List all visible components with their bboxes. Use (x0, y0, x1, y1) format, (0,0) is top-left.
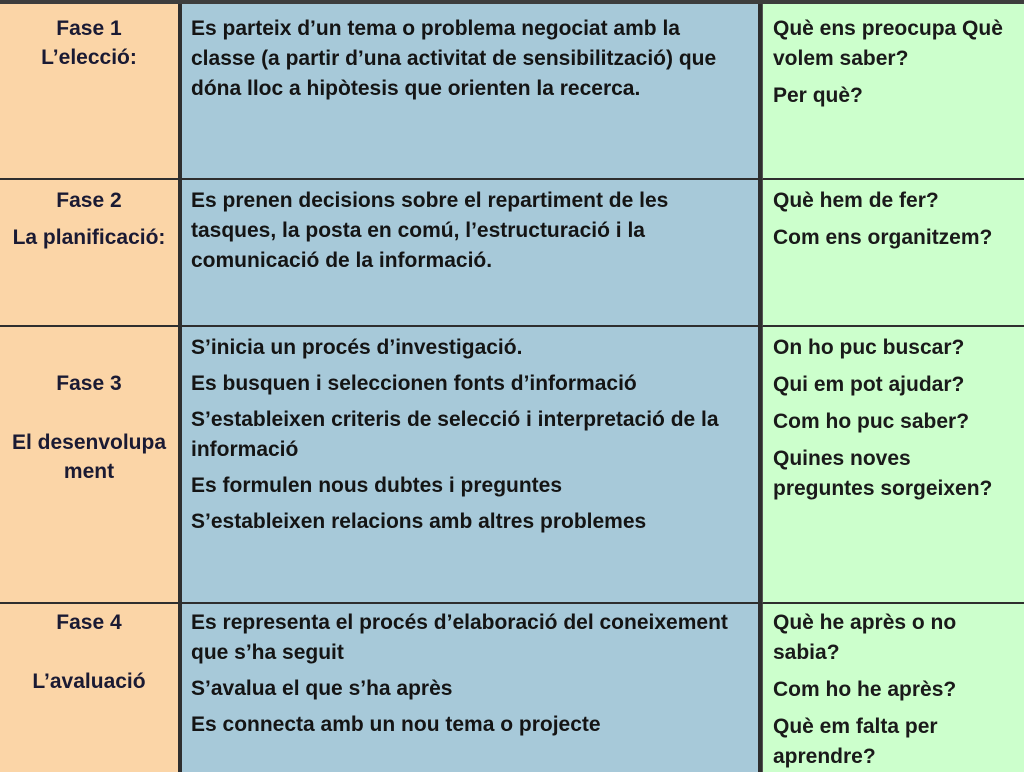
questions-cell-2 (762, 180, 1024, 327)
description-text: Es busquen i seleccionen fonts d’informació (191, 372, 637, 395)
question-text: Què em falta per aprendre? (773, 715, 938, 768)
question-text: Què he après o no sabia? (773, 611, 957, 664)
phase-title: Fase 1 (56, 17, 122, 40)
question-text: Què ens preocupa Què volem saber? (773, 17, 1003, 70)
description-text: Es connecta amb un nou tema o projecte (191, 713, 601, 736)
phase-cell-2 (0, 180, 182, 327)
description-text: S’inicia un procés d’investigació. (191, 336, 523, 359)
description-text: S’avalua el que s’ha après (191, 677, 453, 700)
questions-cell-1 (762, 4, 1024, 180)
questions-cell-3 (762, 327, 1024, 604)
question-text: Quines noves preguntes sorgeixen? (773, 447, 993, 500)
question-text: Com ho puc saber? (773, 410, 970, 433)
phase-name: La planificació: (12, 226, 166, 249)
question-text: Com ho he après? (773, 678, 957, 701)
description-cell-2 (182, 180, 762, 327)
description-cell-4 (182, 604, 762, 772)
question-text: Com ens organitzem? (773, 226, 993, 249)
description-text: Es prenen decisions sobre el repartiment de les tasques, la posta en comú, l’estructuració i la comunicació de la informació. (191, 189, 669, 272)
phase-title: Fase 3 (56, 372, 122, 395)
question-text: Qui em pot ajudar? (773, 373, 965, 396)
question-text: On ho puc buscar? (773, 336, 965, 359)
description-text: Es formulen nous dubtes i preguntes (191, 474, 563, 497)
phase-title: Fase 4 (56, 611, 122, 634)
phase-cell-3 (0, 327, 182, 604)
questions-cell-4 (762, 604, 1024, 772)
phase-name: El desenvolupament (11, 431, 167, 483)
phase-title: Fase 2 (56, 189, 122, 212)
description-text: S’estableixen relacions amb altres problemes (191, 510, 647, 533)
description-cell-1 (182, 4, 762, 180)
question-text: Què hem de fer? (773, 189, 939, 212)
phase-cell-1 (0, 4, 182, 180)
phase-cell-4 (0, 604, 182, 772)
description-cell-3 (182, 327, 762, 604)
phase-name: L’elecció: (41, 46, 137, 69)
description-text: Es parteix d’un tema o problema negociat amb la classe (a partir d’una activitat de sensibilització) que dóna lloc a hipòtesis que orienten la recerca. (191, 17, 717, 100)
description-text: Es representa el procés d’elaboració del coneixement que s’ha seguit (191, 611, 728, 664)
description-text: S’estableixen criteris de selecció i interpretació de la informació (191, 408, 719, 461)
phase-name: L’avaluació (32, 670, 146, 693)
question-text: Per què? (773, 84, 863, 107)
